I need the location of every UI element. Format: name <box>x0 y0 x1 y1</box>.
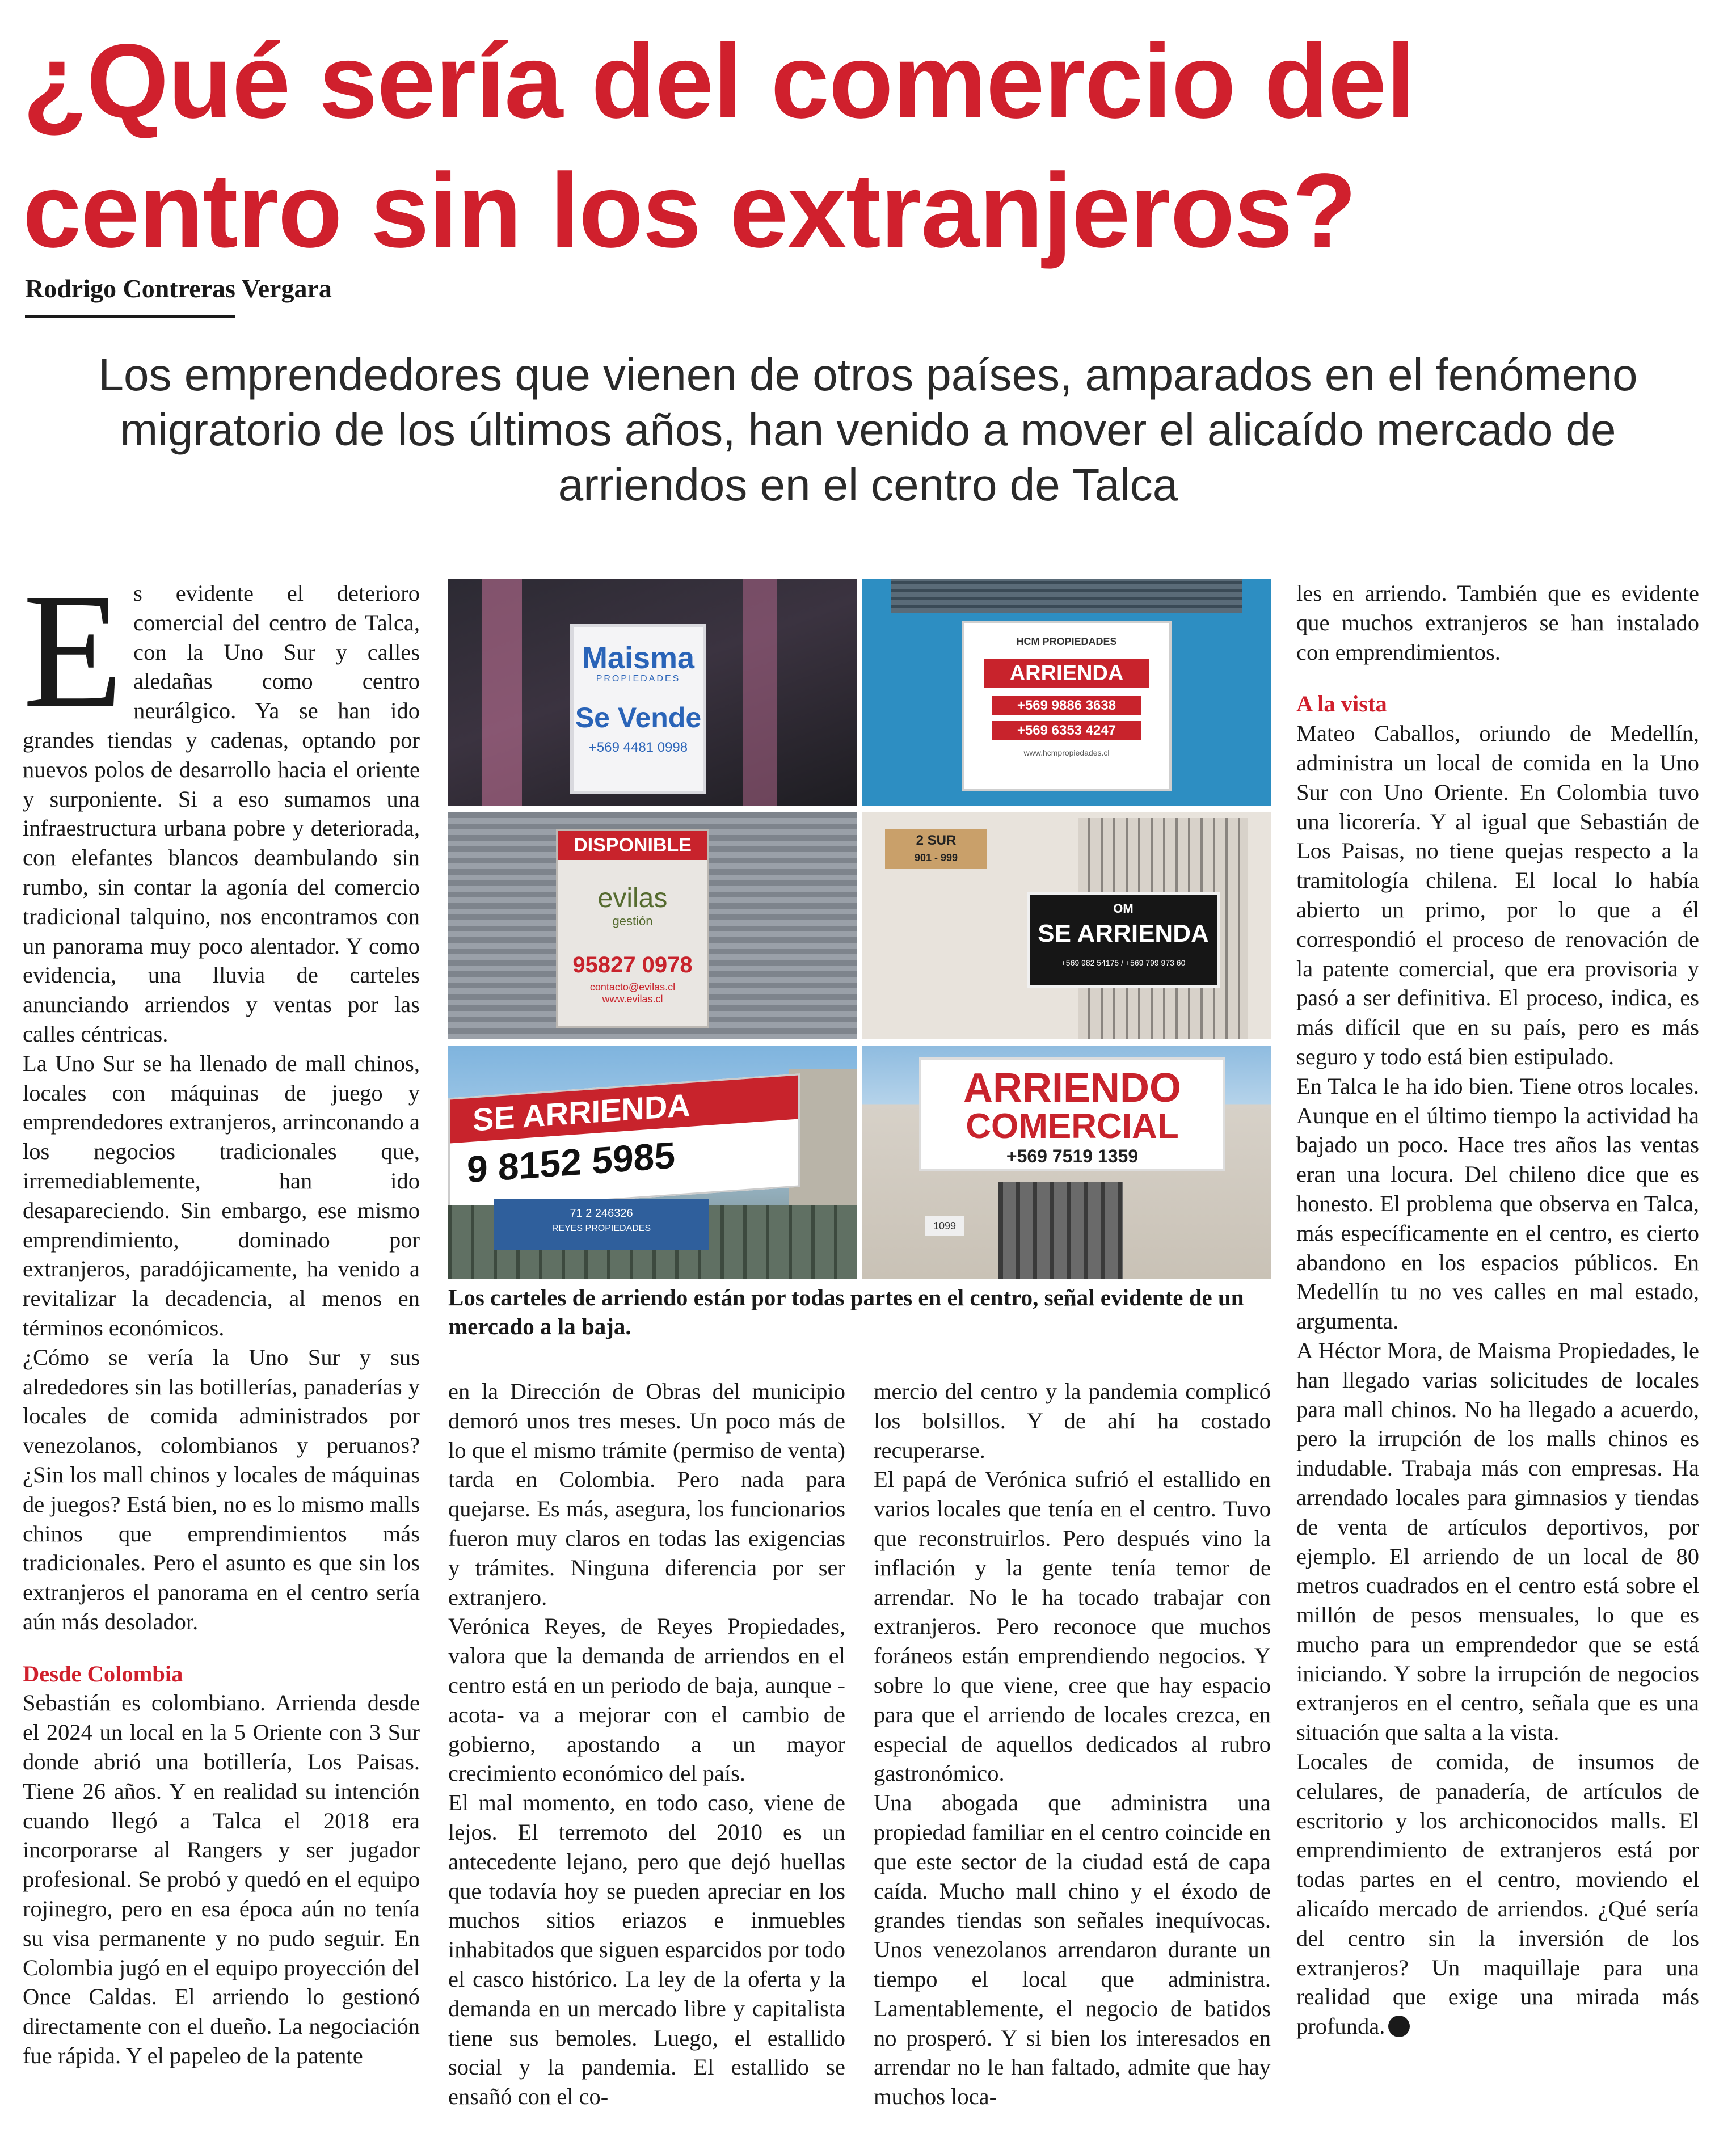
paragraph-text: Locales de comida, de insumos de celulares, de panadería, de artículos de escritorio y los archiconocidos malls. El emprendimiento de extranjeros está por todas partes en el centro, moviendo el alicaído mercado de arriendos. ¿Qué sería del centro sin la inversión de los extranjeros? Un maquillaje para una realidad que exige una mirada más profunda. <box>1296 1749 1699 2039</box>
paragraph: El mal momento, en todo caso, viene de lejos. El terremoto del 2010 es un antecedente lejano, pero que dejó huellas que todavía hoy se pueden apreciar en los muchos sitios eriazos e inmuebles inhabitados que siguen esparcidos por todo el casco histórico. La ley de la oferta y la demanda en un mercado libre y capitalista tiene sus bemoles. Luego, el estallido social y la pandemia. El estallido se ensañó con el co- <box>448 1790 845 2110</box>
sign-headline: SE ARRIENDA <box>1038 920 1209 947</box>
subheading: A la vista <box>1296 691 1387 717</box>
pink-paint <box>743 579 777 806</box>
street-plate-line: 2 SUR <box>916 833 957 848</box>
sign-email: contacto@evilas.cl <box>589 981 676 993</box>
sign-headline: SE ARRIENDA <box>450 1076 798 1144</box>
photo-caption: Los carteles de arriendo están por todas partes en el centro, señal evidente de un mercado a la baja. <box>448 1284 1244 1339</box>
sign-brand: evilas <box>597 883 668 913</box>
small-sign <box>494 1199 709 1250</box>
photo-se-arrienda-om <box>862 812 1271 1039</box>
photo-disponible <box>448 812 857 1039</box>
photo-se-arrienda-reyes <box>448 1046 857 1279</box>
sign-banner: DISPONIBLE <box>558 831 707 860</box>
column-4 <box>1296 579 1699 2041</box>
sign-board <box>570 624 706 794</box>
byline-rule <box>25 315 235 318</box>
photo-arrienda-hcm <box>862 579 1271 806</box>
street-plate <box>885 829 987 869</box>
column-1 <box>23 559 420 2071</box>
pink-paint <box>482 579 522 806</box>
street-plate-line: 901 - 999 <box>914 852 958 863</box>
house-number: 1099 <box>925 1216 964 1236</box>
sign-line: ARRIENDO <box>963 1065 1181 1111</box>
sign-phone: 9 8152 5985 <box>467 1133 676 1191</box>
sign-headline: Se Vende <box>575 702 702 734</box>
paragraph: mercio del centro y la pandemia complicó los bolsillos. Y de ahí ha costado recuperarse. <box>874 1379 1271 1463</box>
photo-arriendo-comercial <box>862 1046 1271 1279</box>
sign-web: www.evilas.cl <box>602 993 663 1005</box>
paragraph-text: s evidente el deterioro comercial del centro de Talca, con la Uno Sur y calles aledañas como centro neurálgico. Ya se han ido grandes tiendas y cadenas, optando por nuevos polos de desarrollo hacia el oriente y surponiente. Si a eso sumamos una infraestructura urbana pobre y deteriorada, con elefantes blancos deambulando sin rumbo, sin contar la agonía del comercio tradicional talquino, nos encontramos con un panorama muy poco alentador. Y como evidencia, una lluvia de carteles anunciando arriendos y ventas por las calles céntricas. <box>23 580 420 1047</box>
headline: ¿Qué sería del comercio del centro sin los extranjeros? <box>23 23 1415 269</box>
drop-cap: E <box>23 559 124 741</box>
paragraph: Sebastián es colombiano. Arrienda desde el 2024 un local en la 5 Oriente con 3 Sur donde abrió una botillería, Los Paisas. Tiene 26 años. Y en realidad su intención cuando llegó a Talca el 2018 era incorporarse al Rangers y ser jugador profesional. Se probó y quedó en el equipo rojinegro, pero en esa época aún no tenía su visa permanente y no pudo seguir. En Colombia jugó en el equipo proyección del Once Caldas. El arriendo lo gestionó directamente con el dueño. La negociación fue rápida. Y el papeleo de la patente <box>23 1690 420 2069</box>
paragraph: Una abogada que administra una propiedad familiar en el centro coincide en que este sector de la ciudad está de capa caída. Mucho mall chino y el éxodo de grandes tiendas son señales inequívocas. Unos venezolanos arrendaron durante un tiempo el local que administra. Lamentablemente, el negocio de batidos no prosperó. Y si bien los interesados en arrendar no le han faltado, admite que hay muchos loca- <box>874 1790 1271 2110</box>
sign-phone: +569 6353 4247 <box>992 721 1141 740</box>
shutter-top <box>891 579 1242 613</box>
small-sign-brand: REYES PROPIEDADES <box>551 1224 651 1233</box>
sign-logo: OM <box>1113 901 1134 916</box>
paragraph: A Héctor Mora, de Maisma Propiedades, le han llegado varias solicitudes de locales para mall chinos. No ha llegado a acuerdo, pero la irrupción de los malls chinos es indudable. Trabaja más con empresas. Ha arrendado locales para gimnasios y tiendas de venta de artículos deportivos, por ejemplo. El arriendo de un local de 80 metros cuadrados en el centro está sobre el millón de pesos mensuales, lo que es mucho para un emprendedor que se está iniciando. Y sobre la irrupción de negocios extranjeros en el centro, señala que es una situación que salta a la vista. <box>1296 1337 1699 1746</box>
sign-phone: +569 4481 0998 <box>588 740 688 755</box>
small-sign-phone: 71 2 246326 <box>570 1207 633 1220</box>
paragraph: ¿Cómo se vería la Uno Sur y sus alrededores sin las botillerías, panaderías y locales de comida administrados por venezolanos, colombianos y peruanos? ¿Sin los mall chinos y locales de máquinas de juegos? Está bien, no es lo mismo malls chinos que emprendimientos más tradicionales. Pero el asunto es que sin los extranjeros el panorama en el centro sería aún más desolador. <box>23 1344 420 1634</box>
paragraph: en la Dirección de Obras del municipio demoró unos tres meses. Un poco más de lo que el mismo trámite (permiso de venta) tarda en Colombia. Pero nada para quejarse. Es más, asegura, los funcionarios fueron muy claros en todas las exigencias y trámites. Ninguna diferencia por ser extranjero. <box>448 1379 845 1610</box>
paragraph: les en arriendo. También que es evidente que muchos extranjeros se han instalado con emprendimientos. <box>1296 580 1699 665</box>
sign-brand-sub: PROPIEDADES <box>596 674 681 684</box>
sign-brand-sub: gestión <box>612 914 653 928</box>
sign-phone: 95827 0978 <box>572 952 693 977</box>
door <box>998 1182 1123 1279</box>
sign-brand: HCM PROPIEDADES <box>1016 636 1117 647</box>
column-2 <box>448 1377 845 2111</box>
sign-headline: ARRIENDA <box>984 659 1149 688</box>
subheading: Desde Colombia <box>23 1660 183 1687</box>
sign-line: COMERCIAL <box>966 1107 1179 1146</box>
deck: Los emprendedores que vienen de otros países, amparados en el fenómeno migratorio de los últimos años, han venido a mover el alicaído mercado de arriendos en el centro de Talca <box>98 349 1638 510</box>
photo-se-vende <box>448 579 857 806</box>
paragraph <box>1296 1747 1699 2041</box>
paragraph: En Talca le ha ido bien. Tiene otros locales. Aunque en el último tiempo la actividad ha bajado un poco. Hace tres años las ventas eran una locura. Del chileno dice que es honesto. El problema que observa en Talca, más específicamente en el centro, es cierto abandono en los espacios públicos. En Medellín tu no ves calles en mal estado, argumenta. <box>1296 1073 1699 1334</box>
sign-banner <box>448 1073 800 1211</box>
column-3 <box>874 1377 1271 2111</box>
sign-phone: +569 9886 3638 <box>992 696 1141 715</box>
paragraph: Verónica Reyes, de Reyes Propiedades, valora que la demanda de arriendos en el centro está en un periodo de baja, aunque -acota- va a mejorar con el cambio de gobierno, apostando a un mayor crecimiento económico del país. <box>448 1613 845 1786</box>
sign-brand: Maisma <box>582 641 695 675</box>
sign-board <box>556 829 709 1028</box>
end-mark-icon <box>1388 2016 1410 2037</box>
paragraph: Mateo Caballos, oriundo de Medellín, administra un local de comida en la Uno Sur con Uno Oriente. En Colombia tuvo una licorería. Y al igual que Sebastián de Los Paisas, no tiene quejas respecto a la tramitología chilena. El local lo había abierto un primo, por lo que a él correspondió el proceso de renovación de la patente comercial, que era provisoria y pasó a ser definitiva. El proceso, indica, es más difícil que en su país, pero es más seguro y todo está bien estipulado. <box>1296 720 1699 1069</box>
sign-web: www.hcmpropiedades.cl <box>1023 748 1110 757</box>
sign-board <box>1027 892 1220 988</box>
sign-board <box>962 621 1172 791</box>
author-byline: Rodrigo Contreras Vergara <box>25 274 332 303</box>
paragraph <box>23 559 420 1049</box>
sign-phone: +569 982 54175 / +569 799 973 60 <box>1061 958 1186 967</box>
paragraph: El papá de Verónica sufrió el estallido en varios locales que tenía en el centro. Tuvo que reconstruirlos. Pero después vino la inflación y la gente tenía temor de arrendar. No le ha tocado trabajar con extranjeros. Pero reconoce que muchos foráneos están emprendiendo negocios. Y sobre lo que viene, cree que hay espacio para que el arriendo de locales crezca, en especial de aquellos dedicados al rubro gastronómico. <box>874 1466 1271 1786</box>
sign-banner <box>919 1057 1225 1171</box>
paragraph: La Uno Sur se ha llenado de mall chinos, locales con máquinas de juego y emprendedores extranjeros, arrinconando a los negocios tradicionales que, irremediablemente, han ido desapareciendo. Sin embargo, ese mismo emprendimiento, dominado por extranjeros, paradójicamente, ha venido a revitalizar la decadencia, al menos en términos económicos. <box>23 1050 420 1340</box>
sign-phone: +569 7519 1359 <box>1006 1146 1139 1166</box>
